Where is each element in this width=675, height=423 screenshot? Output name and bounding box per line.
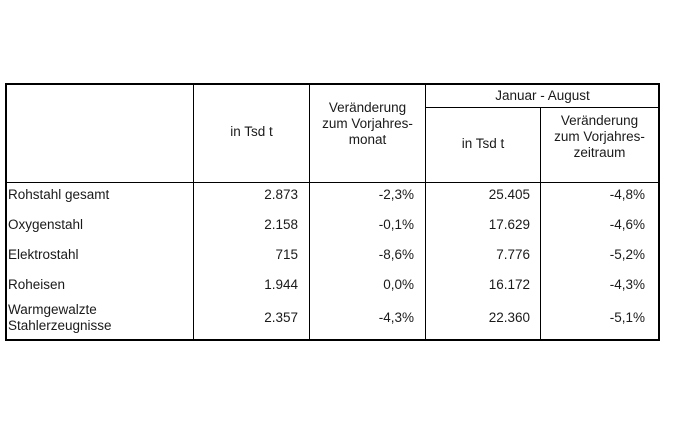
row-ytd-value: 25.405	[488, 187, 530, 202]
border-right	[658, 83, 660, 341]
row-ytd-value: 22.360	[488, 310, 530, 325]
row-month-value: 715	[275, 247, 298, 262]
row-month-change: -2,3%	[378, 187, 414, 202]
header-separator	[5, 182, 660, 183]
col-separator-3	[425, 83, 426, 341]
row-month-change: -0,1%	[378, 217, 414, 232]
row-ytd-value: 16.172	[488, 277, 530, 292]
row-month-change: -8,6%	[378, 247, 414, 262]
header-month-change: Veränderung zum Vorjahres- monat	[322, 100, 413, 147]
header-ytd-change: Veränderung zum Vorjahres- zeitraum	[554, 113, 645, 160]
border-left	[5, 83, 7, 341]
row-ytd-change: -4,3%	[609, 277, 645, 292]
header-month-value: in Tsd t	[230, 124, 273, 139]
group-header-label: Januar - August	[495, 88, 590, 103]
col-separator-1	[193, 83, 194, 341]
row-month-change: -4,3%	[378, 310, 414, 325]
group-header-underline	[425, 107, 660, 108]
row-label: Roheisen	[8, 277, 66, 292]
steel-production-table	[5, 83, 660, 341]
row-label: Elektrostahl	[8, 247, 79, 262]
border-bottom	[5, 339, 660, 341]
row-ytd-change: -4,8%	[609, 187, 645, 202]
row-month-value: 2.357	[264, 310, 298, 325]
row-label: Oxygenstahl	[8, 217, 84, 232]
row-ytd-value: 17.629	[488, 217, 530, 232]
row-label: Warmgewalzte Stahlerzeugnisse	[8, 302, 112, 333]
row-month-value: 2.873	[264, 187, 298, 202]
row-ytd-value: 7.776	[496, 247, 530, 262]
row-ytd-change: -5,2%	[609, 247, 645, 262]
header-ytd-value: in Tsd t	[461, 136, 505, 151]
border-top	[5, 83, 660, 85]
row-month-change: 0,0%	[383, 277, 414, 292]
row-month-value: 1.944	[264, 277, 298, 292]
row-month-value: 2.158	[264, 217, 298, 232]
row-ytd-change: -4,6%	[609, 217, 645, 232]
row-label: Rohstahl gesamt	[8, 187, 110, 202]
row-ytd-change: -5,1%	[609, 310, 645, 325]
